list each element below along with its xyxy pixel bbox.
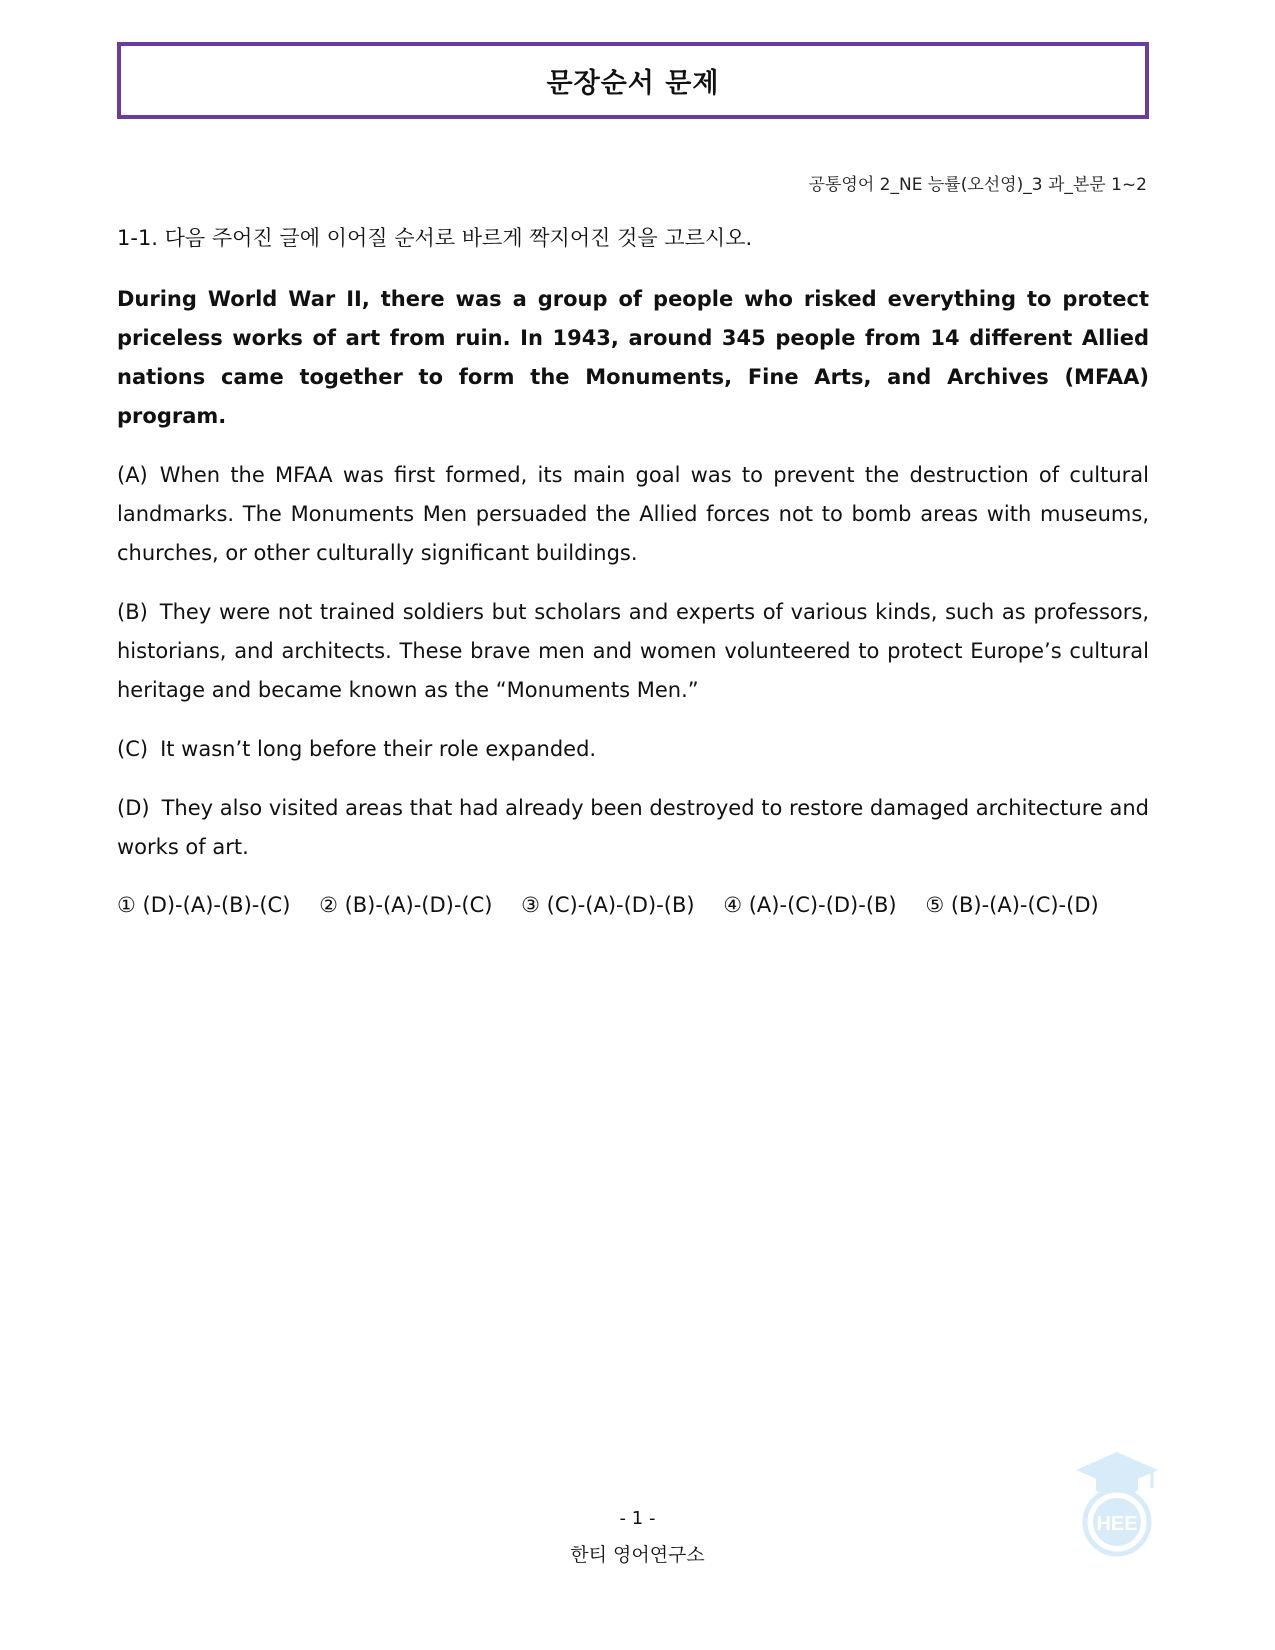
paragraph-label: (D) xyxy=(117,796,150,820)
source-label: 공통영어 2_NE 능률(오선영)_3 과_본문 1~2 xyxy=(808,175,1147,195)
choice-5[interactable]: ⑤ (B)-(A)-(C)-(D) xyxy=(925,893,1099,917)
paragraph-label: (A) xyxy=(117,463,148,487)
paragraph-text: They also visited areas that had already been destroyed to restore damaged architecture and works of art. xyxy=(117,796,1149,859)
title-box xyxy=(117,42,1149,119)
choice-2[interactable]: ② (B)-(A)-(D)-(C) xyxy=(319,893,493,917)
question-content xyxy=(117,220,1149,917)
paragraph-a xyxy=(117,456,1149,573)
intro-passage: During World War II, there was a group of people who risked everything to protect priceless works of art from ruin. In 1943, around 345 people from 14 different Allied nations came together to form the Monuments, Fine Arts, and Archives (MFAA) program. xyxy=(117,287,1149,428)
question-prompt: 1-1. 다음 주어진 글에 이어질 순서로 바르게 짝지어진 것을 고르시오. xyxy=(117,226,753,250)
paragraph-text: They were not trained soldiers but scholars and experts of various kinds, such as professors, historians, and architects. These brave men and women volunteered to protect Europe’s cultural heritage and became known as the “Monuments Men.” xyxy=(117,600,1149,702)
choice-1[interactable]: ① (D)-(A)-(B)-(C) xyxy=(117,893,291,917)
page-title: 문장순서 문제 xyxy=(546,68,720,99)
answer-choices xyxy=(117,893,1149,917)
paragraph-text: When the MFAA was first formed, its main goal was to prevent the destruction of cultural landmarks. The Monuments Men persuaded the Allied forces not to bomb areas with museums, churches, or other culturally significant buildings. xyxy=(117,463,1149,565)
paragraph-text: It wasn’t long before their role expanded. xyxy=(160,737,597,761)
choice-4[interactable]: ④ (A)-(C)-(D)-(B) xyxy=(723,893,897,917)
graduation-cap-icon xyxy=(1076,1452,1158,1492)
footer-org: 한티 영어연구소 xyxy=(570,1544,705,1566)
paragraph-d xyxy=(117,789,1149,867)
choice-3[interactable]: ③ (C)-(A)-(D)-(B) xyxy=(521,893,695,917)
hee-logo xyxy=(1072,1448,1162,1558)
paragraph-b xyxy=(117,593,1149,710)
svg-text:HEE: HEE xyxy=(1096,1513,1138,1535)
paragraph-label: (C) xyxy=(117,737,149,761)
paragraph-c xyxy=(117,730,1149,769)
page-number: - 1 - xyxy=(619,1508,656,1529)
paragraph-label: (B) xyxy=(117,600,148,624)
